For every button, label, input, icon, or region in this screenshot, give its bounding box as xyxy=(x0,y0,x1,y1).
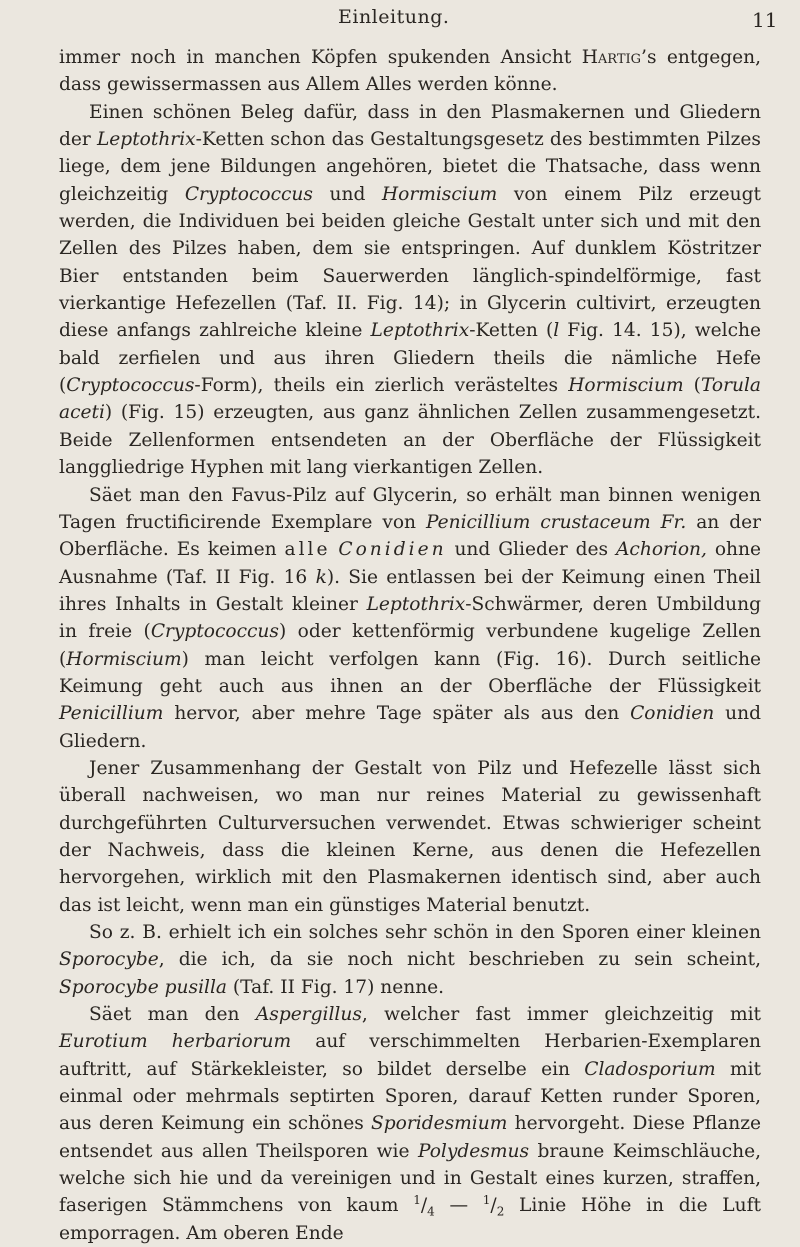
text-run: ) man leicht verfolgen kann (Fig. 16). Durch seitliche Keimung geht auch aus ihnen an der Oberfläche der Flüssigkeit xyxy=(59,648,761,697)
text-run: Hormiscium xyxy=(66,648,182,670)
text-run: , welcher fast immer gleichzeitig mit xyxy=(361,1004,762,1026)
text-run: hervor, aber mehre Tage später als aus den xyxy=(163,703,631,725)
text-run: (Taf. II Fig. 17) nenne. xyxy=(227,976,445,998)
text-run: ohne Ausnahme (Taf. II Fig. 16 xyxy=(59,539,761,588)
text-run: Hormiscium xyxy=(381,183,498,205)
text-run: -Form), theils ein zierlich verästeltes xyxy=(194,375,569,397)
text-run: Leptothrix xyxy=(370,320,470,342)
text-run: Hartig xyxy=(581,47,642,68)
text-run: Conidien xyxy=(630,703,715,725)
text-run: / xyxy=(490,1195,497,1217)
running-title: Einleitung. xyxy=(338,6,450,28)
paragraph xyxy=(59,482,761,755)
text-run: Sporidesmium xyxy=(371,1113,508,1135)
text-run: Cladosporium xyxy=(584,1058,716,1080)
text-run: 2 xyxy=(496,1205,505,1220)
paragraph xyxy=(59,1001,761,1247)
text-run: und xyxy=(312,183,382,205)
text-run: und Gliedern. xyxy=(59,703,761,752)
text-run: 1 xyxy=(413,1193,421,1208)
text-run: So z. B. erhielt ich ein solches sehr schön in den Sporen einer kleinen xyxy=(89,922,761,943)
text-run: auf verschimmelten Herbarien-Exemplaren auftritt, auf Stärkekleister, so bildet derselbe ein xyxy=(59,1031,761,1080)
paragraph xyxy=(59,755,761,919)
text-run: Jener Zusammenhang der Gestalt von Pilz und Hefezelle lässt sich überall nachweisen, wo man nur reines Material zu gewissenhaft durchgeführten Culturversuchen verwendet. Etwas schwieriger scheint der Nachweis, dass die kleinen Kerne, aus denen die Hefezellen hervorgehen, wirklich mit den Plasmakernen identisch sind, aber auch das ist leicht, wenn man ein günstiges Material benutzt. xyxy=(59,757,761,916)
text-run: Cryptococcus xyxy=(150,621,279,643)
text-run: ). Sie entlassen bei der Keimung einen Theil ihres Inhalts in Gestalt kleiner xyxy=(59,566,761,615)
page-number: 11 xyxy=(752,8,778,32)
text-run: Torula aceti xyxy=(59,375,761,424)
text-run: Cryptococcus xyxy=(184,183,313,205)
text-run: Aspergillus xyxy=(255,1004,362,1026)
text-run: l xyxy=(553,320,560,342)
text-run: ’s entgegen, dass gewissermassen aus Allem Alles werden könne. xyxy=(59,47,761,96)
text-run: / xyxy=(420,1195,428,1217)
text-run: Einen schönen Beleg dafür, dass in den Plasmakernen und Gliedern der xyxy=(59,101,761,151)
text-run: Sporocybe xyxy=(59,949,159,971)
body-text xyxy=(59,44,761,1247)
text-run: ( xyxy=(683,375,701,397)
text-run: Hormiscium xyxy=(568,375,684,397)
text-run: Linie Höhe in die Luft emporragen. Am oberen Ende xyxy=(59,1195,761,1244)
text-run: immer noch in manchen Köpfen spukenden Ansicht xyxy=(59,47,582,68)
text-run: -Ketten schon das Gestaltungsgesetz des bestimmten Pilzes liege, dem jene Bildungen angehören, bietet die Thatsache, dass wenn gleichzeitig xyxy=(59,129,761,205)
paragraph xyxy=(59,44,761,99)
text-run: und Glieder des xyxy=(446,539,616,561)
text-run: Fig. 14. 15), welche bald zerfielen und aus ihren Gliedern theils die nämliche Hefe ( xyxy=(59,320,761,397)
text-run: 4 xyxy=(427,1205,435,1220)
text-run: Leptothrix xyxy=(366,593,466,615)
text-run: Eurotium herbariorum xyxy=(59,1031,292,1053)
text-run: ) oder kettenförmig verbundene kugelige Zellen ( xyxy=(59,621,761,670)
text-run: braune Keimschläuche, welche sich hie und da vereinigen und in Gestalt eines kurzen, straffen, faserigen Stämmchens von kaum xyxy=(59,1140,761,1217)
text-run: an der Oberfläche. Es keimen xyxy=(59,511,761,561)
text-run: Säet man den Favus-Pilz auf Glycerin, so erhält man binnen wenigen Tagen fructificirende Exemplare von xyxy=(59,484,761,533)
text-run: alle xyxy=(284,539,331,561)
text-run: Achorion, xyxy=(616,539,707,561)
text-run: Cryptococcus xyxy=(66,375,195,397)
text-run: -Ketten ( xyxy=(469,320,554,342)
paragraph xyxy=(59,919,761,1001)
text-run: Penicillium crustaceum Fr. xyxy=(425,511,687,533)
text-run: , die ich, da sie noch nicht beschrieben zu sein scheint, xyxy=(158,949,761,971)
text-run: Conidien xyxy=(338,539,447,561)
text-run: 1 xyxy=(482,1193,491,1208)
text-run: Leptothrix xyxy=(96,129,196,151)
text-run: von einem Pilz erzeugt werden, die Individuen bei beiden gleiche Gestalt unter sich und mit den Zellen des Pilzes haben, dem sie entspringen. Auf dunklem Köstritzer Bier entstanden beim Sauerwerden länglich-spindelförmige, fast vierkantige Hefezellen (Taf. II. Fig. 14); in Glycerin cultivirt, erzeugten diese anfangs zahlreiche kleine xyxy=(59,183,761,342)
text-run: hervorgeht. Diese Pflanze entsendet aus allen Theilsporen wie xyxy=(59,1113,761,1162)
text-run: Polydesmus xyxy=(417,1140,529,1162)
text-run: -Schwärmer, deren Umbildung in freie ( xyxy=(59,593,761,643)
text-run: Penicillium xyxy=(59,703,164,725)
text-run: ) (Fig. 15) erzeugten, aus ganz ähnlichen Zellen zusammengesetzt. Beide Zellenformen entsendeten an der Oberfläche der Flüssigkeit langgliedrige Hyphen mit lang vierkantigen Zellen. xyxy=(59,402,761,479)
text-run: mit einmal oder mehrmals septirten Sporen, darauf Ketten runder Sporen, aus deren Keimung ein schönes xyxy=(59,1058,761,1135)
text-run: Sporocybe pusilla xyxy=(59,976,227,998)
text-run: Säet man den xyxy=(89,1004,256,1026)
text-run: k xyxy=(315,566,327,588)
text-run: — xyxy=(434,1195,483,1217)
paragraph xyxy=(59,99,761,482)
